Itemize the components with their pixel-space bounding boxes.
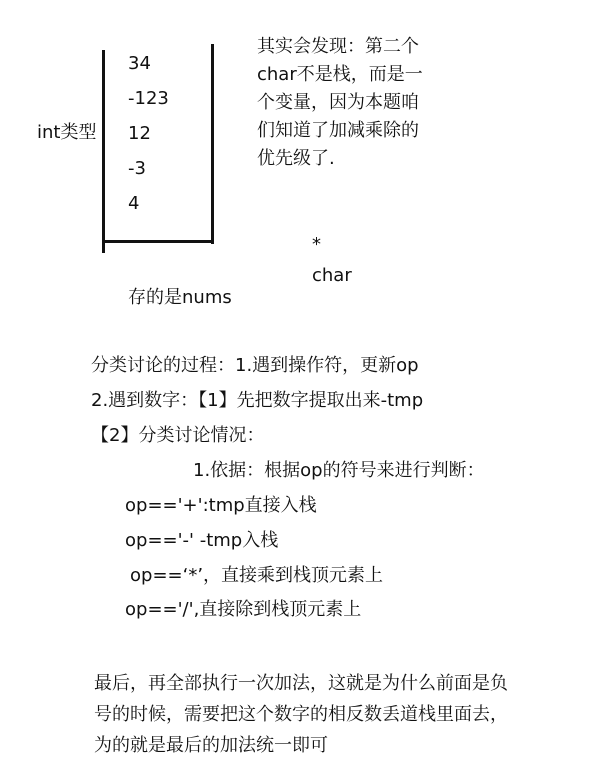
stack-value: 12 (128, 123, 151, 144)
side-note-line: 其实会发现：第二个 (257, 36, 419, 57)
conclusion (94, 668, 508, 761)
case-line: op=='/',直接除到栈顶元素上 (125, 599, 362, 620)
side-note-line: char不是栈，而是一 (257, 64, 423, 85)
process-line: 1.依据：根据op的符号来进行判断： (193, 460, 485, 481)
operator-star: * (312, 234, 321, 255)
side-note-line: 个变量，因为本题咱 (257, 92, 419, 113)
stack-value: -3 (128, 158, 146, 179)
case-line: op=='-' -tmp入栈 (125, 530, 279, 551)
stack-value: -123 (128, 88, 169, 109)
side-note (257, 33, 423, 173)
stack-left-wall (102, 50, 105, 253)
side-note-line: 优先级了. (257, 148, 335, 169)
conclusion-line: 号的时候，需要把这个数字的相反数丢道栈里面去， (94, 704, 508, 725)
char-label: char (312, 265, 352, 286)
conclusion-line: 为的就是最后的加法统一即可 (94, 735, 328, 756)
conclusion-line: 最后，再全部执行一次加法，这就是为什么前面是负 (94, 673, 508, 694)
stack-value: 4 (128, 193, 140, 214)
stack-caption: 存的是nums (128, 287, 232, 308)
stack-type-label: int类型 (37, 122, 97, 143)
process-line: 2.遇到数字：【1】先把数字提取出来-tmp (91, 390, 424, 411)
side-note-line: 们知道了加减乘除的 (257, 120, 419, 141)
case-line: op=='+':tmp直接入栈 (125, 495, 317, 516)
process-line: 【2】分类讨论情况： (91, 425, 265, 446)
stack-value: 34 (128, 53, 151, 74)
case-line: op==‘*’，直接乘到栈顶元素上 (130, 565, 384, 586)
stack-right-wall (211, 44, 214, 244)
process-line: 分类讨论的过程：1.遇到操作符，更新op (91, 355, 419, 376)
stack-bottom (104, 240, 214, 243)
